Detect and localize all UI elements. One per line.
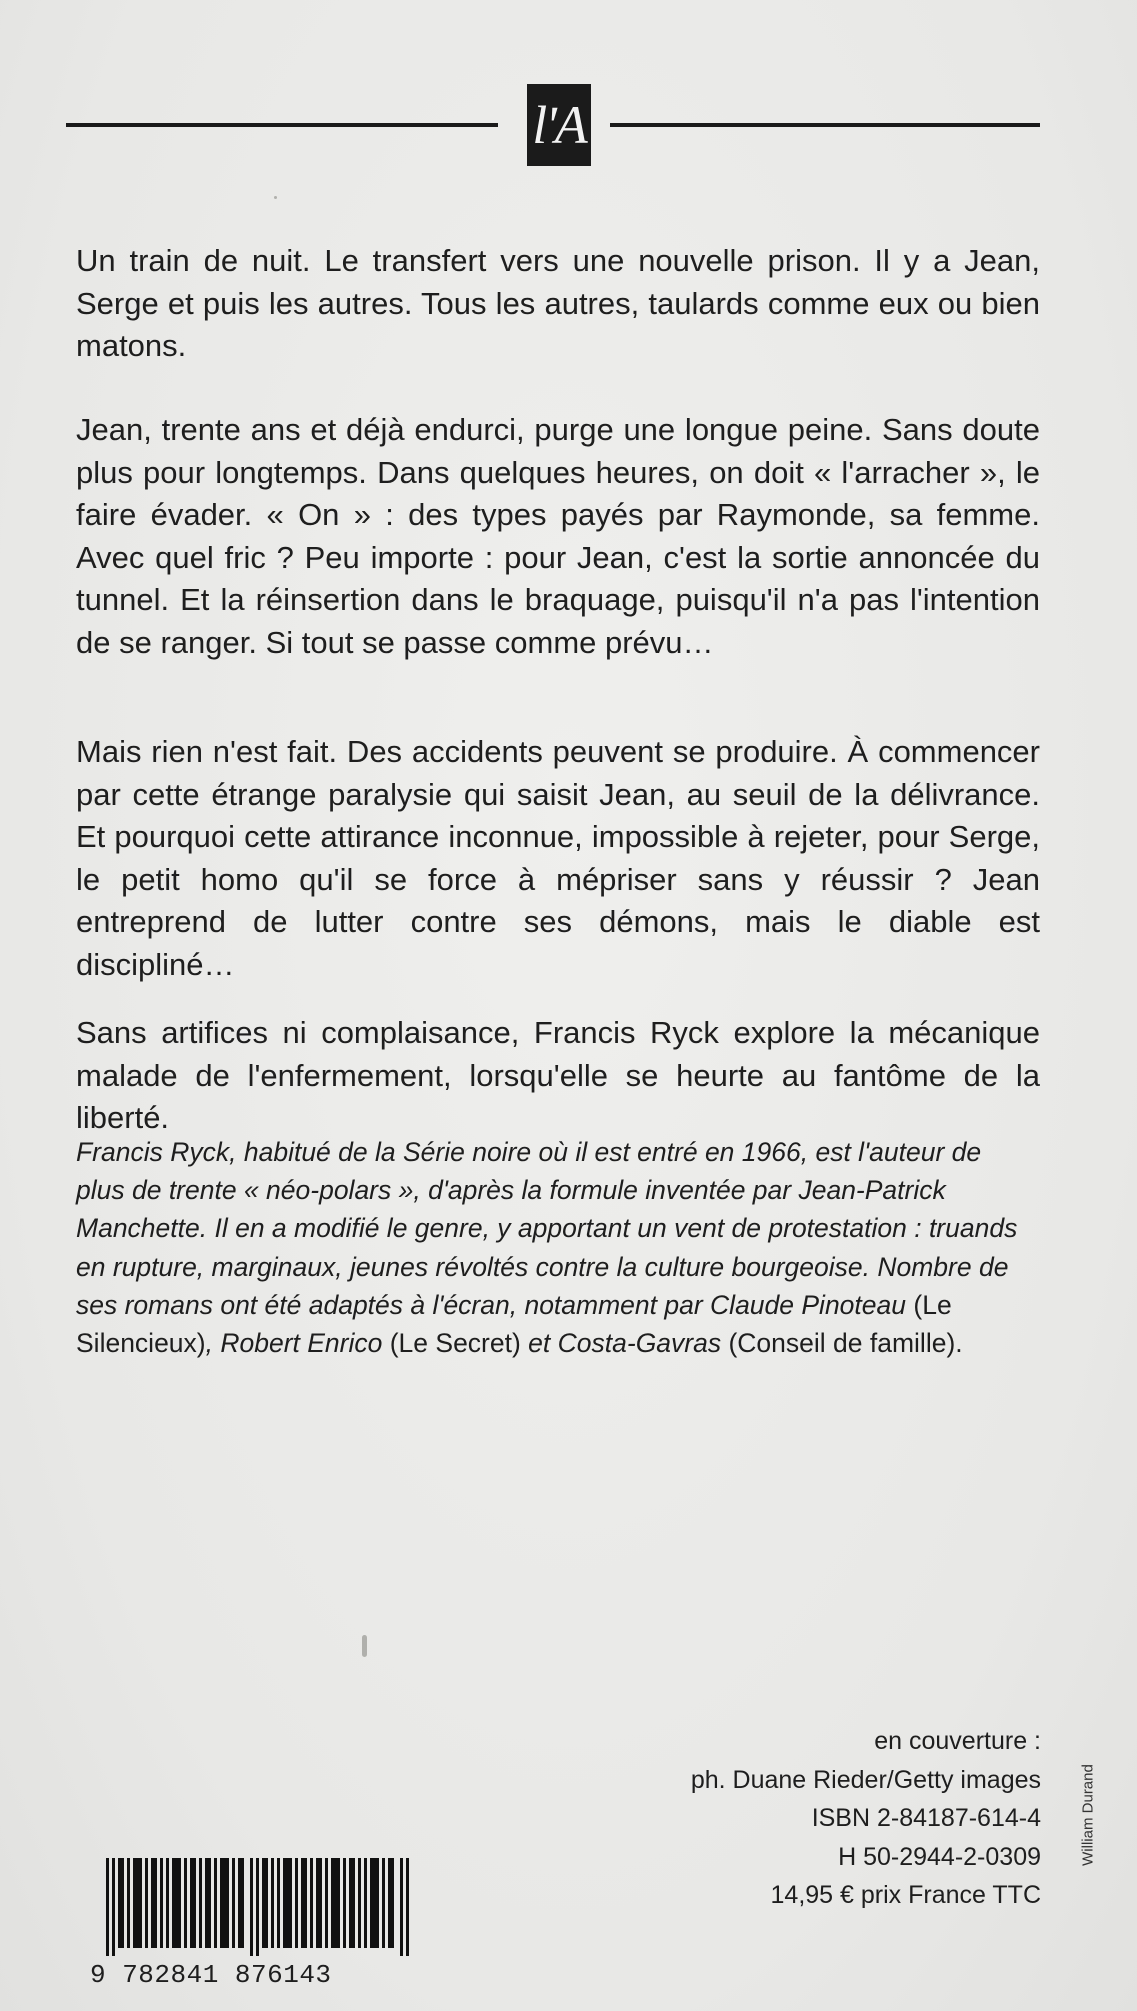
bio-film-title: (Conseil de famille) xyxy=(728,1328,956,1359)
isbn: ISBN 2-84187-614-4 xyxy=(811,1804,1041,1832)
bio-text: . xyxy=(955,1328,963,1359)
header-rule-right xyxy=(610,123,1040,127)
blurb-paragraph-3: Mais rien n'est fait. Des accidents peuvent se produire. À commencer par cette étrange paralysie qui saisit Jean, au seuil de la délivrance. Et pourquoi cette attirance inconnue, impossible à rejeter, pour Serge, le petit homo qu'il se force à mépriser sans y réussir ? Jean entreprend de lutter contre ses démons, mais le diable est discipliné… xyxy=(76,734,1040,982)
publisher-logo: l'A xyxy=(527,84,591,166)
cover-credits xyxy=(691,1722,1041,1915)
product-code: H 50-2944-2-0309 xyxy=(838,1842,1041,1871)
blurb-paragraph-4: Sans artifices ni complaisance, Francis Ryck explore la mécanique malade de l'enfermement, lorsqu'elle se heurte au fantôme de la liberté. xyxy=(76,1015,1040,1135)
designer-credit-text: William Durand xyxy=(1079,1764,1097,1866)
header-rule-left xyxy=(66,123,498,127)
bio-text: , Robert Enrico xyxy=(205,1328,390,1359)
price: 14,95 € prix France TTC xyxy=(770,1881,1041,1909)
barcode-icon xyxy=(106,1858,410,1956)
bio-film-title: (Le Secret) xyxy=(389,1328,521,1359)
blurb-paragraph-2: Jean, trente ans et déjà endurci, purge une longue peine. Sans doute plus pour longtemps. Dans quelques heures, on doit « l'arracher », le faire évader. « On » : des types payés par Raymonde, sa femme. Avec quel fric ? Peu importe : pour Jean, c'est la sortie annoncée du tunnel. Et la réinsertion dans le braquage, puisqu'il n'a pas l'intention de se ranger. Si tout se passe comme prévu… xyxy=(76,412,1040,660)
bio-text: et Costa-Gavras xyxy=(520,1328,729,1359)
paper-speck xyxy=(362,1635,367,1657)
bio-text: Francis Ryck, habitué de la Série noire où il est entré en 1966, est l'auteur de plus de trente « néo-polars », d'après la formule inventée par Jean-Patrick Manchette. Il en a modifié le genre, y apportant un vent de protestation : truands en rupture, marginaux, jeunes révoltés contre la culture bourgeoise. Nombre de ses romans ont été adaptés à l'écran, notamment par Claude Pinoteau xyxy=(76,1137,1018,1320)
bio-film-title: (Le Silencieux) xyxy=(76,1289,952,1359)
blurb-paragraph-1: Un train de nuit. Le transfert vers une nouvelle prison. Il y a Jean, Serge et puis les autres. Tous les autres, taulards comme eux ou bien matons. xyxy=(76,243,1040,363)
photo-credit: ph. Duane Rieder/Getty images xyxy=(690,1765,1041,1794)
paper-speck xyxy=(274,196,277,199)
barcode-digits: 9 782841 876143 xyxy=(90,1960,332,1990)
author-bio xyxy=(76,1133,1036,1362)
cover-label: en couverture : xyxy=(874,1727,1041,1755)
